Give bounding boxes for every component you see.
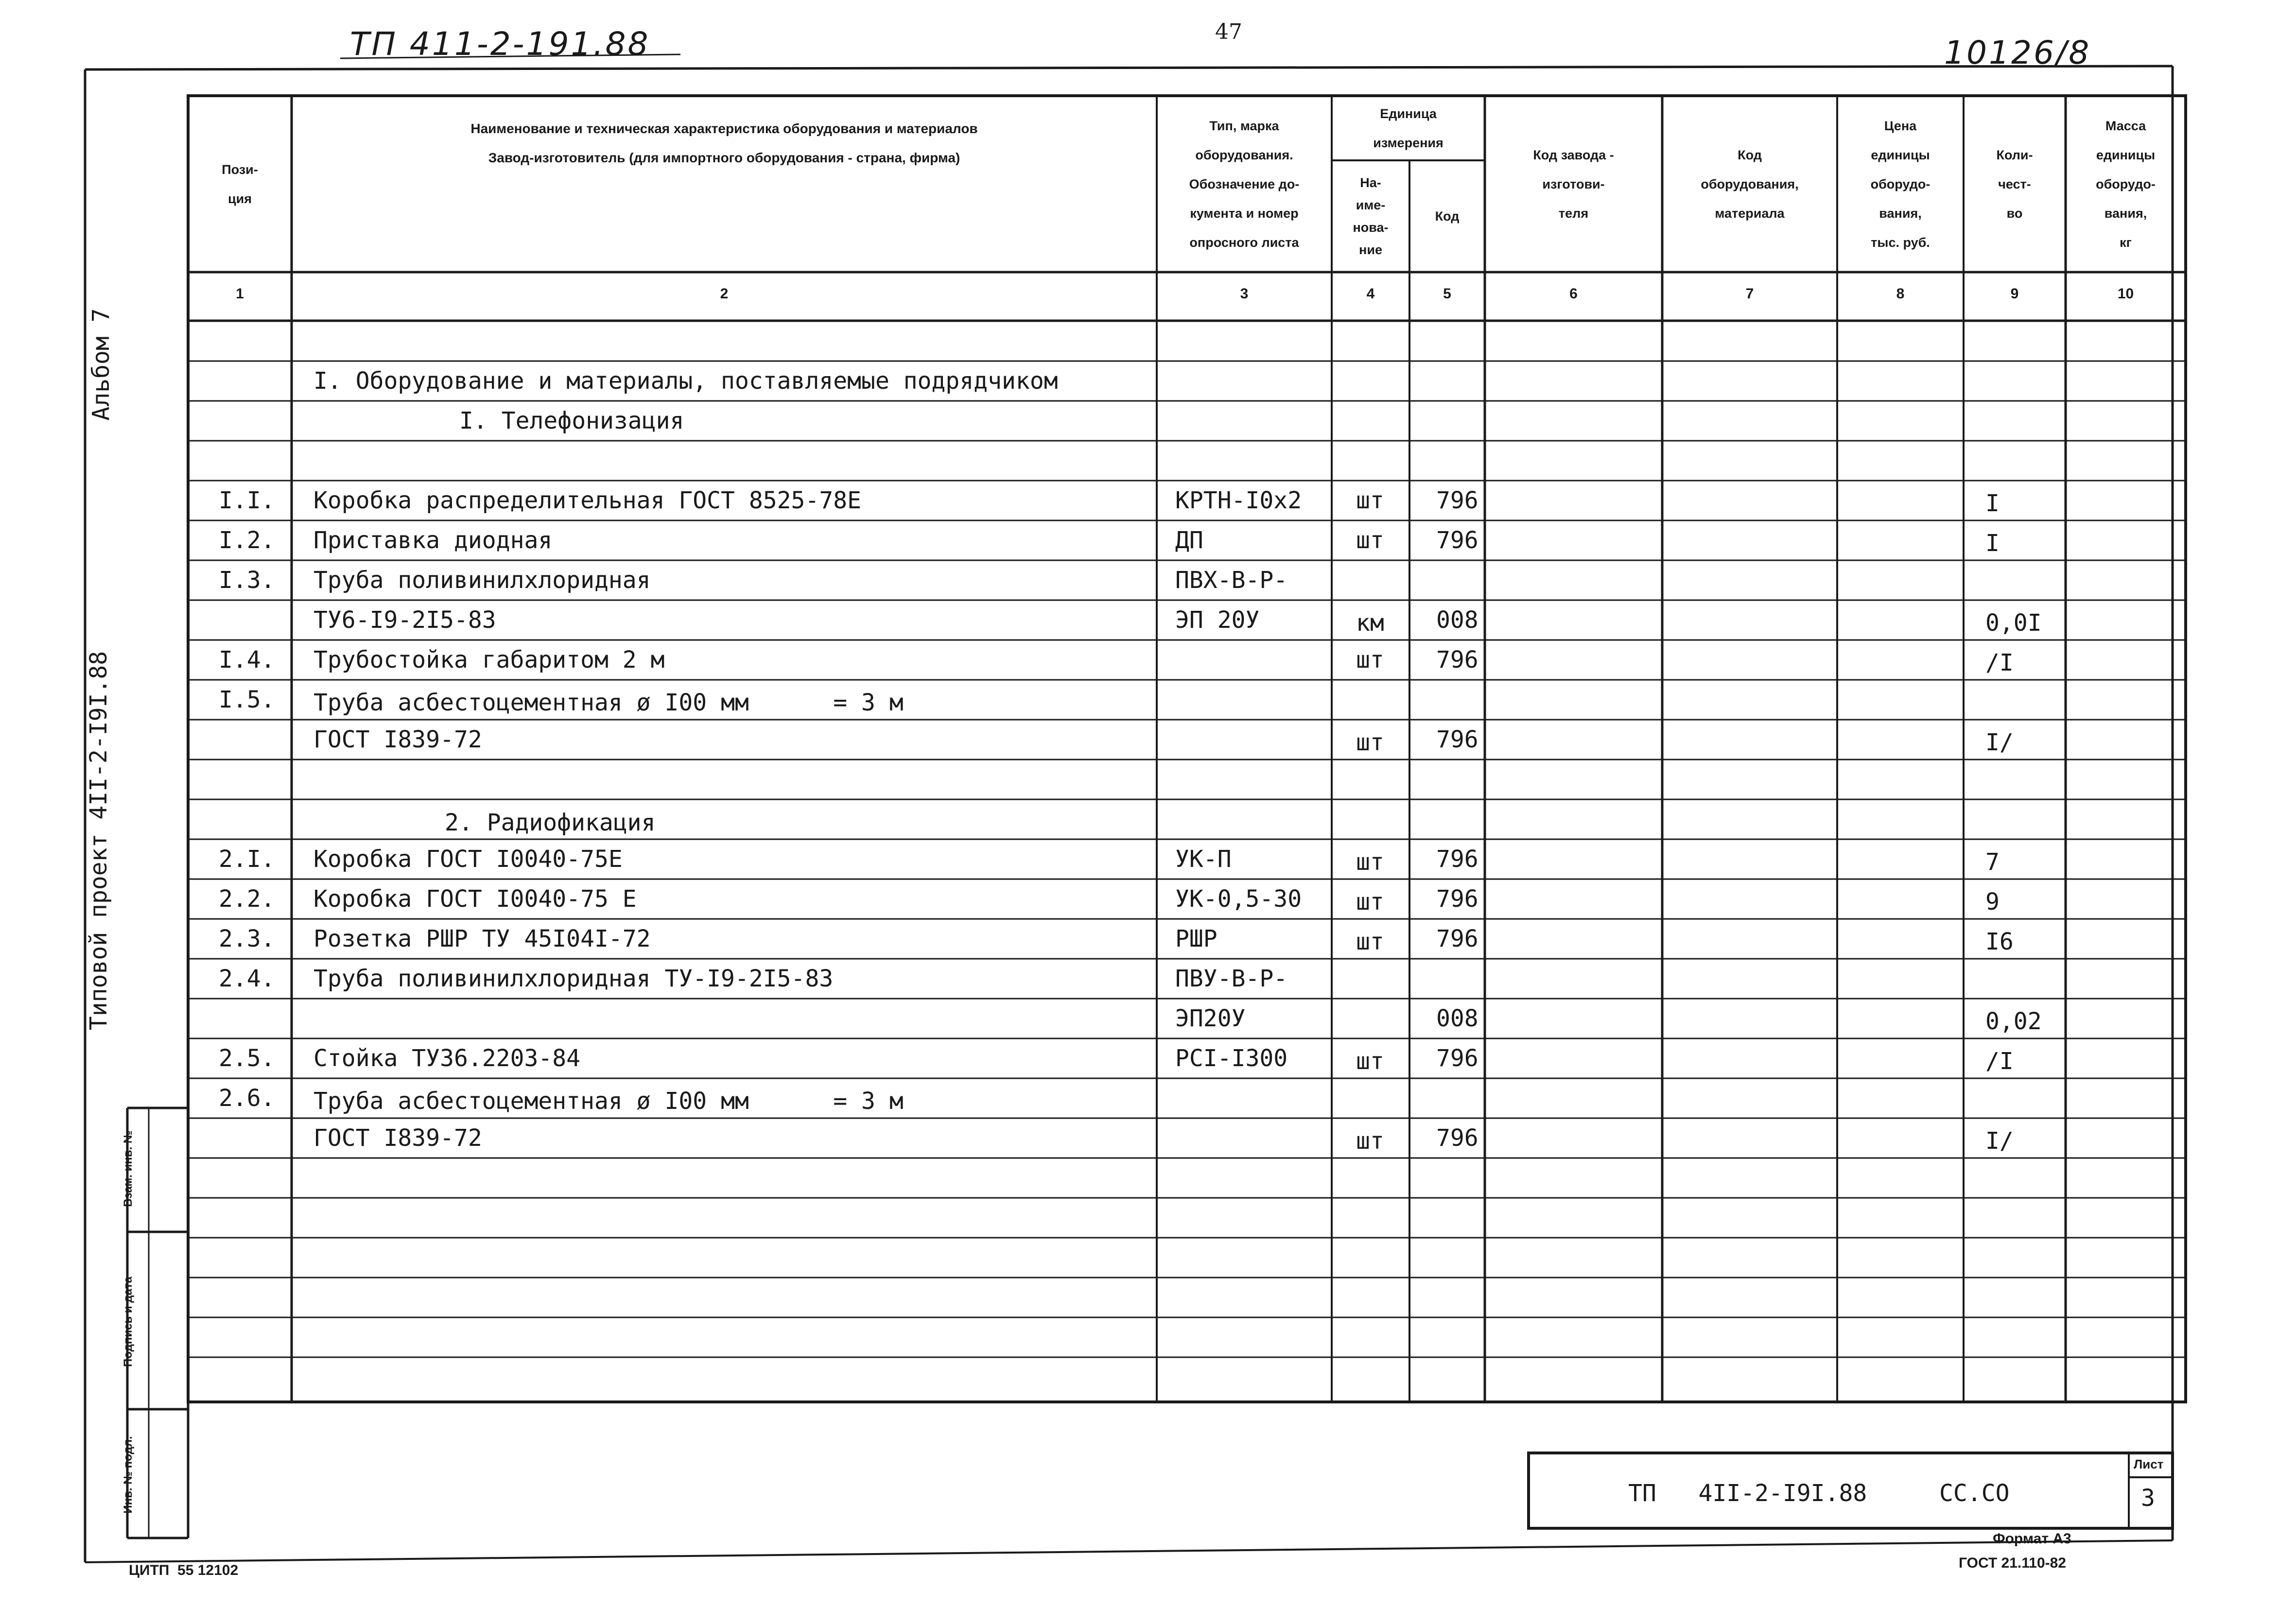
row-unit: шт xyxy=(1356,729,1384,756)
row-type: КРТН-I0х2 xyxy=(1175,487,1302,514)
row-pos: I.2. xyxy=(219,527,275,554)
row-code: 796 xyxy=(1436,726,1478,753)
row-code: 796 xyxy=(1436,487,1478,514)
row-type: УК-П xyxy=(1175,846,1232,873)
row-unit: шт xyxy=(1356,888,1384,916)
footer-left: ЦИТП 55 12102 xyxy=(129,1562,239,1578)
row-qty: I/ xyxy=(1985,729,2014,756)
col-title-name: Наименование и техническая характеристика оборудования и материалов Завод-изготовитель (для импортного оборудования - страна, фирма) xyxy=(470,121,978,165)
title-block-sheet-label: Лист xyxy=(2134,1457,2164,1471)
row-name: ГОСТ I839-72 xyxy=(313,726,482,753)
row-unit: шт xyxy=(1356,928,1384,955)
title-block-sheet: 3 xyxy=(2141,1485,2155,1512)
album-label: Альбом 7 xyxy=(87,308,115,421)
col-title-qty: Коли- чест- во xyxy=(1996,147,2033,221)
col-num: 2 xyxy=(720,286,729,302)
row-name: Труба поливинилхлоридная xyxy=(313,567,651,594)
row-code: 796 xyxy=(1436,925,1478,952)
row-pos: 2.4. xyxy=(219,965,275,992)
col-num: 7 xyxy=(1745,286,1754,302)
row-qty: I/ xyxy=(1985,1127,2014,1155)
row-qty: 7 xyxy=(1985,848,2000,876)
row-name: ТУ6-I9-2I5-83 xyxy=(313,606,496,634)
doc-code-right: 10126/8 xyxy=(1944,34,2091,71)
row-name: Стойка ТУ36.2203-84 xyxy=(313,1045,581,1072)
row-name: I. Телефонизация xyxy=(459,407,684,434)
col-title-unit-name: На- име- нова- ние xyxy=(1353,175,1389,257)
col-title-pos: Пози- ция xyxy=(222,162,258,206)
row-unit: шт xyxy=(1356,527,1384,554)
row-type: ДП xyxy=(1175,527,1203,554)
col-num: 10 xyxy=(2117,286,2134,302)
row-type: РШР xyxy=(1175,925,1218,952)
row-name: Труба поливинилхлоридная ТУ-I9-2I5-83 xyxy=(313,965,834,992)
row-unit: км xyxy=(1356,609,1384,637)
row-code: 008 xyxy=(1436,606,1478,634)
row-unit: шт xyxy=(1356,487,1384,514)
col-num: 6 xyxy=(1569,286,1578,302)
col-num: 9 xyxy=(2010,286,2019,302)
row-pos: 2.6. xyxy=(219,1085,275,1112)
project-label: Типовой проект 4II-2-I9I.88 xyxy=(85,651,112,1031)
row-pos: 2.3. xyxy=(219,925,275,952)
footer-format: Формат А3 xyxy=(1993,1531,2071,1547)
row-pos: 2.5. xyxy=(219,1045,275,1072)
row-type: ЭП20У xyxy=(1175,1005,1246,1032)
row-name: ГОСТ I839-72 xyxy=(313,1124,482,1152)
row-qty: I6 xyxy=(1985,928,2014,955)
col-title-type: Тип, марка оборудования. Обозначение до- кумента и номер опросного листа xyxy=(1189,118,1300,250)
stamp-podpis: Подпись и дата xyxy=(122,1277,135,1367)
doc-code-left: ТП 411-2-191.88 xyxy=(350,25,650,63)
col-num: 1 xyxy=(236,286,244,302)
col-title-equip-code: Код оборудования, материала xyxy=(1701,147,1799,221)
row-pos: 2.2. xyxy=(219,885,275,913)
row-name: Коробка распределительная ГОСТ 8525-78Е xyxy=(313,487,862,514)
stamp-inv: Инв. № подл. xyxy=(122,1436,135,1514)
row-name: Приставка диодная xyxy=(313,527,553,554)
col-num: 3 xyxy=(1240,286,1249,302)
col-num: 5 xyxy=(1443,286,1451,302)
title-block-code: СС.СО xyxy=(1939,1480,2010,1507)
row-name: Трубостойка габаритом 2 м xyxy=(313,646,665,674)
row-name: 2. Радиофикация xyxy=(445,809,656,836)
row-name: I. Оборудование и материалы, поставляемые подрядчиком xyxy=(313,367,1058,395)
stamp-vzam: Взам. инв. № xyxy=(122,1130,135,1207)
row-qty: I xyxy=(1985,490,2000,517)
row-code: 008 xyxy=(1436,1005,1478,1032)
row-qty: 0,02 xyxy=(1985,1008,2042,1035)
row-code: 796 xyxy=(1436,885,1478,913)
col-title-unit: Единица измерения xyxy=(1373,106,1444,150)
row-type: РСI-I300 xyxy=(1175,1045,1288,1072)
row-name: Труба асбестоцементная ø I00 мм = 3 м xyxy=(313,689,904,716)
row-unit: шт xyxy=(1356,1048,1384,1075)
row-type: ПВХ-В-Р- xyxy=(1175,567,1288,594)
row-name: Коробка ГОСТ I0040-75 Е xyxy=(313,885,637,913)
row-qty: 9 xyxy=(1985,888,2000,916)
row-qty: /I xyxy=(1985,1048,2014,1075)
row-type: ЭП 20У xyxy=(1175,606,1260,634)
row-qty: 0,0I xyxy=(1985,609,2042,637)
footer-gost: ГОСТ 21.110-82 xyxy=(1959,1555,2066,1571)
row-unit: шт xyxy=(1356,848,1384,876)
col-title-mass: Масса единицы оборудо- вания, кг xyxy=(2096,118,2156,250)
row-name: Розетка РШР ТУ 45I04I-72 xyxy=(313,925,651,952)
row-pos: I.3. xyxy=(219,567,275,594)
col-title-factory-code: Код завода - изготови- теля xyxy=(1533,147,1614,221)
row-code: 796 xyxy=(1436,1124,1478,1152)
row-pos: 2.I. xyxy=(219,846,275,873)
row-name: Труба асбестоцементная ø I00 мм = 3 м xyxy=(313,1088,904,1115)
row-qty: /I xyxy=(1985,649,2014,676)
row-code: 796 xyxy=(1436,646,1478,674)
title-block-doc: ТП 4II-2-I9I.88 xyxy=(1628,1480,1867,1507)
col-num: 8 xyxy=(1896,286,1905,302)
page-number: 47 xyxy=(1215,19,1242,44)
row-unit: шт xyxy=(1356,646,1384,674)
row-code: 796 xyxy=(1436,846,1478,873)
row-unit: шт xyxy=(1356,1127,1384,1155)
row-qty: I xyxy=(1985,530,2000,557)
col-title-unit-code: Код xyxy=(1435,209,1460,224)
col-num: 4 xyxy=(1366,286,1375,302)
row-pos: I.5. xyxy=(219,686,275,713)
row-pos: I.4. xyxy=(219,646,275,674)
row-type: ПВУ-В-Р- xyxy=(1175,965,1288,992)
row-pos: I.I. xyxy=(219,487,275,514)
row-code: 796 xyxy=(1436,1045,1478,1072)
row-name: Коробка ГОСТ I0040-75Е xyxy=(313,846,623,873)
col-title-price: Цена единицы оборудо- вания, тыс. руб. xyxy=(1870,118,1931,250)
row-code: 796 xyxy=(1436,527,1478,554)
row-type: УК-0,5-30 xyxy=(1175,885,1302,913)
